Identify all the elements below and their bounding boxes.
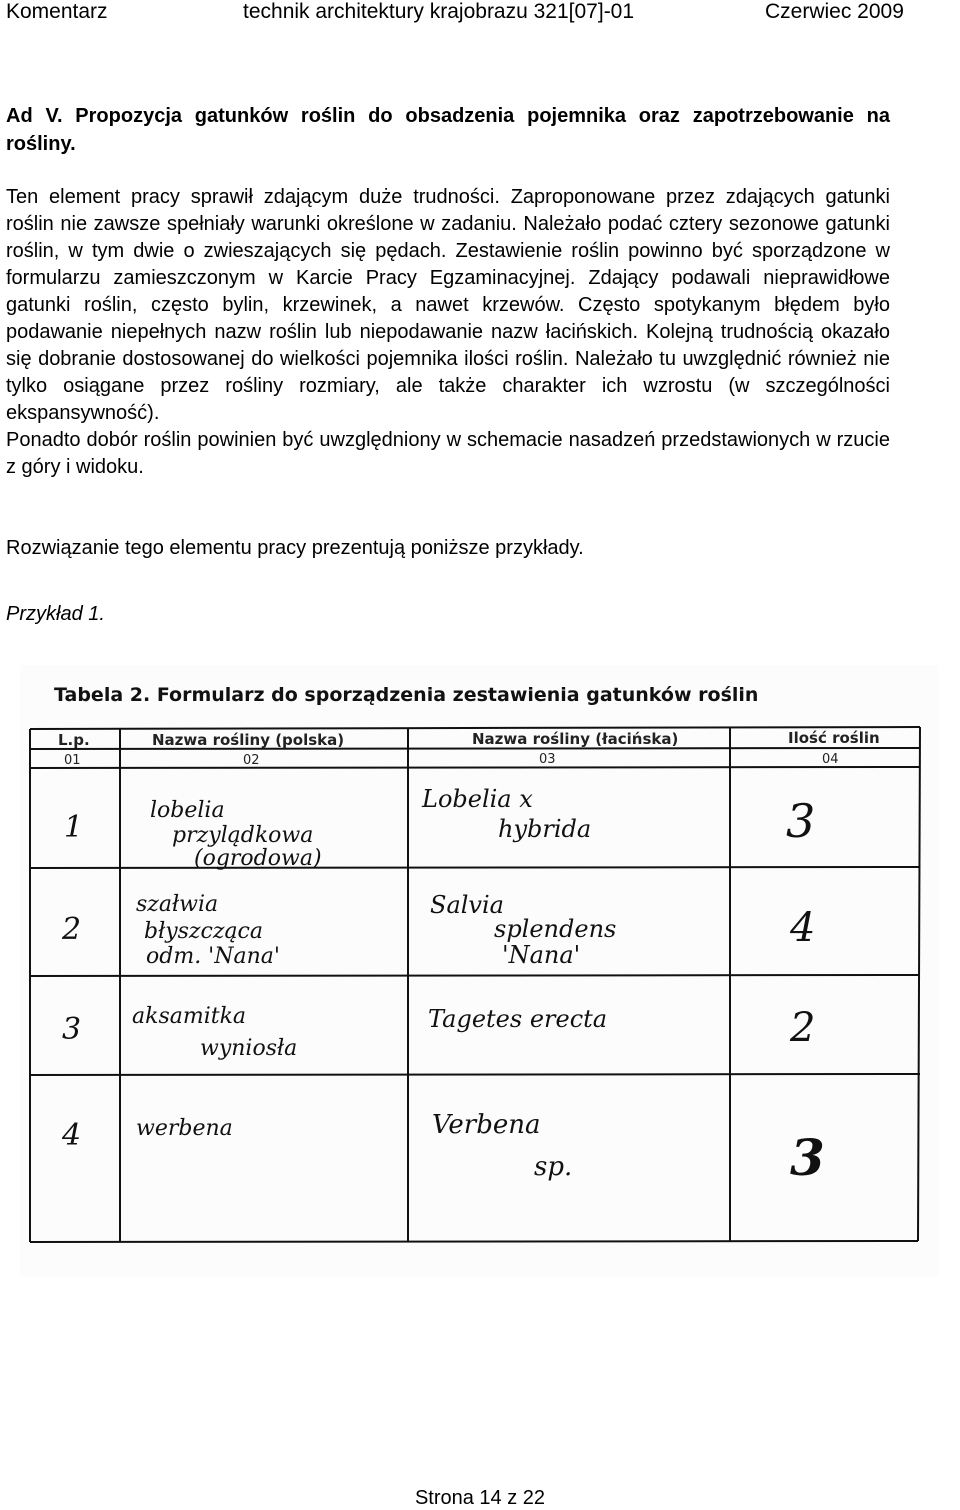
row3-polish-line2: wyniosła <box>200 1036 298 1061</box>
row1-qty: 3 <box>786 794 816 848</box>
row2-latin-line1: Salvia <box>430 891 504 919</box>
row4-lp: 4 <box>62 1118 82 1153</box>
row2-latin-line2: splendens <box>494 915 617 943</box>
page-number: Strona 14 z 22 <box>414 1487 546 1509</box>
row3-lp: 3 <box>62 1012 82 1047</box>
header-left: Komentarz <box>6 0 108 23</box>
row4-polish-line1: werbena <box>136 1116 233 1141</box>
row4-qty: 3 <box>790 1128 825 1187</box>
row1-latin-line2: hybrida <box>498 815 592 843</box>
code-03: 03 <box>539 752 556 767</box>
row2-latin-line3: 'Nana' <box>502 941 581 969</box>
intro-text: Rozwiązanie tego elementu pracy prezentują poniższe przykłady. <box>6 537 584 559</box>
header-lp: L.p. <box>58 731 90 749</box>
row3-latin-line1: Tagetes erecta <box>428 1005 608 1033</box>
row1-polish-line1: lobelia <box>150 798 225 823</box>
header-right: Czerwiec 2009 <box>765 0 904 23</box>
table-caption: Tabela 2. Formularz do sporządzenia zestawienia gatunków roślin <box>54 684 759 706</box>
scanned-table-image <box>20 665 938 1277</box>
header-center: technik architektury krajobrazu 321[07]-01 <box>243 0 635 23</box>
row2-polish-line2: błyszcząca <box>144 919 263 944</box>
row3-polish-line1: aksamitka <box>132 1004 247 1029</box>
code-04: 04 <box>822 752 839 767</box>
paragraph-1: Ten element pracy sprawił zdającym duże trudności. Zaproponowane przez zdających gatunki roślin nie zawsze spełniały warunki określone w zadaniu. Należało podać cztery sezonowe gatunki roślin, w tym dwie o zwieszających się pędach. Zestawienie roślin powinno być sporządzone w formularzu zamieszczonym w Karcie Pracy Egzaminacyjnej. Zdający podawali nieprawidłowe gatunki roślin, często bylin, krzewinek, a nawet krzewów. Często spotykanym błędem było podawanie niepełnych nazw roślin lub niepodawanie nazw łacińskich. Kolejną trudnością okazało się dobranie dostosowanej do wielkości pojemnika ilości roślin. Należało tu uwzględnić również nie tylko osiągane przez rośliny rozmiary, ale także charakter ich wzrostu (w szczególności ekspansywność). <box>6 186 890 424</box>
code-02: 02 <box>243 753 260 768</box>
row2-lp: 2 <box>62 912 82 947</box>
header-polish-name: Nazwa rośliny (polska) <box>152 731 345 749</box>
body-text <box>6 184 890 481</box>
example-label: Przykład 1. <box>6 603 105 625</box>
row3-qty: 2 <box>790 1005 816 1051</box>
row2-polish-line1: szałwia <box>136 892 219 917</box>
header-quantity: Ilość roślin <box>788 729 880 747</box>
row2-qty: 4 <box>790 905 816 951</box>
row1-polish-line3: (ogrodowa) <box>194 846 322 871</box>
paragraph-2: Ponadto dobór roślin powinien być uwzględniony w schemacie nasadzeń przedstawionych w rzucie z góry i widoku. <box>6 429 890 478</box>
row1-polish-line2: przylądkowa <box>172 823 314 848</box>
row1-lp: 1 <box>64 810 84 845</box>
row1-latin-line1: Lobelia x <box>422 785 533 813</box>
code-01: 01 <box>64 753 81 768</box>
header-latin-name: Nazwa rośliny (łacińska) <box>472 730 679 748</box>
section-title: Ad V. Propozycja gatunków roślin do obsadzenia pojemnika oraz zapotrzebowanie na rośliny. <box>6 105 890 155</box>
row2-polish-line3: odm. 'Nana' <box>146 944 280 969</box>
row4-latin-line1: Verbena <box>432 1110 541 1140</box>
row4-latin-line2: sp. <box>534 1152 573 1182</box>
